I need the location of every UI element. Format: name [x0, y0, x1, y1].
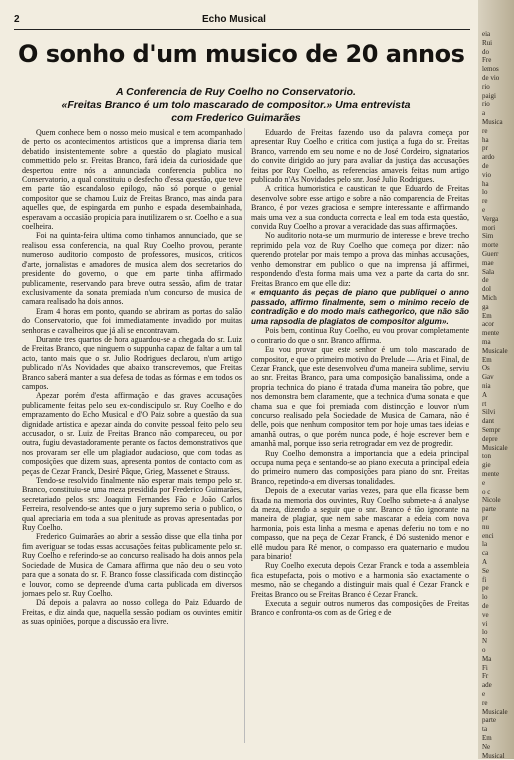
margin-fragment: re [482, 126, 488, 135]
paragraph: Foi na quinta-feira ultima como tinhamos annunciado, que se realisou essa conferencia, na qual Ruy Coelho provou, perante numeroso auditorio composto de professores, musicos, criticos d'arte, jornalistas e amadores de musica alem dos secretarios do presidente do governo, o que em parte tinha affirmado publicamente, reservando para breve outra sessão, afim de tratar exclusivamente da sonata premiada n'um concurso de musica de camara realisado ha dois annos. [22, 231, 242, 307]
margin-fragment: rio [482, 100, 490, 109]
margin-fragment: Musicale [482, 707, 508, 716]
paragraph: Apezar porém d'esta affirmação e das graves accusações publicamente feitas pelo seu ex-condiscipulo sr. Ruy Coelho e do emprazamento do Echo Musical e d'O Paiz sobre a questão da sua dignidade artistica e apezar ainda do convite pessoal feito pelo seu accusador, o sr. Luiz de Freitas Branco não compareceu, ou por outra, fugiu devastadoramente perante os factos demonstrativos que nos provaram ser elle um plagiador audacioso, que com todas as composições que dizem suas, apresenta pontos de contacto com as peças de Cezar Franck, Desiré Pâque, Grieg, Massenet e Strauss. [22, 391, 242, 476]
margin-fragment: A [482, 390, 488, 399]
margin-fragment: vio [482, 170, 491, 179]
margin-fragment: de [482, 162, 489, 170]
margin-fragment: ha [482, 135, 489, 144]
publication-name: Echo Musical [202, 14, 266, 25]
page-number: 2 [14, 14, 20, 25]
margin-fragment: de vio [482, 74, 500, 82]
margin-fragment: eia [482, 30, 491, 38]
margin-fragment: Musica [482, 118, 503, 126]
article-subtitle-3: com Frederico Guimarães [171, 112, 301, 124]
margin-fragment: do [482, 47, 489, 56]
paragraph: Ruy Coelho executa depois Cezar Franck e toda a assembleia fica estupefacta, pois o motivo e a harmonia são exactamente o mesmo, não se chegando a distinguir mais qual é Cezar Franck e Freitas Branco ou se Freitas Branco é Cezar Franck. [251, 561, 469, 599]
margin-fragment: Os [482, 364, 490, 373]
margin-fragment: ga [482, 302, 489, 311]
margin-fragment: Em [482, 355, 492, 364]
margin-fragment: de [482, 276, 489, 285]
margin-fragment: Mich [482, 294, 497, 302]
paragraph: Pois bem, continua Ruy Coelho, eu vou provar completamente o contrario do que o snr. Branco affirma. [251, 326, 469, 345]
margin-fragment: o [482, 646, 486, 654]
margin-fragment: a [482, 109, 486, 118]
margin-fragment: depre [482, 434, 498, 443]
paragraph: Eduardo de Freitas fazendo uso da palavra começa por apresentar Ruy Coelho e critica com justiça a fuga do sr. Freitas Branco, varrendo em seu nome e no de José Cordeiro, signatarios do convite dirigido ao jury para avaliar da justiça das accusações feitas por Ruy Coelho, as referencias amaveis feitas num artigo publicado n'As Novidades pelo snr. José Julio Rodrigues. [251, 128, 469, 185]
margin-fragment: gie [482, 461, 491, 470]
margin-fragment: mori [482, 223, 496, 232]
margin-fragment: Rui [482, 38, 493, 47]
margin-fragment: pr [482, 144, 488, 153]
margin-fragment: nu [482, 522, 489, 531]
margin-fragment: pr [482, 514, 488, 522]
margin-fragment: Sempr [482, 426, 501, 434]
margin-fragment: dol [482, 285, 491, 294]
quoted-statement: « emquanto ás peças de piano que publiquei o anno passado, affirmo finalmente, sem o minimo receio de contradição e do modo mais cathegorico, que não são uma rapsodia de plagiatos de compositor algum». [251, 286, 469, 326]
paragraph: Ruy Coelho demonstra a importancia que a edeia principal occupa numa peça e sentando-se ao piano executa a principal edeia do primeiro numero das composições para piano do snr. Freitas Branco, repetindo-a em diversas tonalidades. [251, 448, 469, 486]
margin-fragment: re [482, 698, 488, 707]
paragraph: No auditorio nota-se um murmurio de interesse e breve trecho reprimido pela voz de Ruy Coelho que começa por dizer: não querendo protelar por mais tempo a prova das minhas accusações, venho demonstrar em publico o que na imprensa já affirmei, respondendo d'esta forma mais uma vez a parte da carta do snr. Freitas Branco em que elle diz: [251, 231, 469, 288]
margin-fragment: mente [482, 329, 500, 338]
paragraph: Durante tres quartos de hora aguardou-se a chegada do sr. Luiz de Freitas Branco, que ninguem o suppunha capaz de faltar a um tal acto, tanto mais que o sr. Julio Rodrigues declarou, n'um artigo publicado n'As Novidades que abaixo transcrevemos, que Freitas Branco saberá manter a sua defesa de todas as fórmas e em todos os campos. [22, 334, 242, 391]
margin-fragment: ha [482, 179, 489, 188]
margin-fragment: Ne [482, 742, 491, 751]
margin-fragment: morte [482, 241, 499, 250]
margin-fragment: Fr [482, 672, 489, 681]
margin-fragment: Musicale [482, 346, 508, 355]
margin-fragment: Em [482, 311, 492, 320]
column-divider [244, 128, 245, 743]
margin-fragment: o c [482, 487, 491, 496]
margin-fragment: Se [482, 566, 489, 575]
margin-fragment: e [482, 690, 486, 698]
margin-fragment: Guerr [482, 250, 499, 258]
margin-fragment: Silvi [482, 408, 496, 417]
margin-fragment: Sala [482, 267, 495, 276]
margin-fragment: la [482, 540, 488, 549]
margin-fragment: ca [482, 549, 489, 558]
margin-fragment: ardo [482, 153, 495, 162]
margin-fragment: lo [482, 628, 488, 637]
right-column [251, 128, 469, 618]
margin-fragment: ve [482, 610, 489, 619]
left-column [22, 128, 242, 627]
margin-fragment: vi [482, 619, 488, 628]
paragraph: Dá depois a palavra ao nosso collega do Paiz Eduardo de Freitas, e diz ainda que, naquella sessão podiam os ouvintes emitir as suas opiniões, porque a discussão era livre. [22, 598, 242, 627]
margin-fragment: paigi [482, 91, 496, 100]
margin-fragment: rio [482, 82, 490, 91]
margin-fragment: rt [482, 399, 487, 408]
article-title: O sonho d'um musico de 20 annos [18, 40, 465, 68]
margin-fragment: Gav [482, 373, 494, 382]
header-rule [14, 29, 470, 30]
margin-fragment: e [482, 478, 486, 487]
margin-fragment: N [482, 637, 488, 646]
margin-fragment: lo [482, 593, 488, 602]
article-subtitle-2: «Freitas Branco é um tolo mascarado de compositor.» Uma entrevista [61, 99, 411, 111]
margin-fragment: lo [482, 188, 488, 197]
margin-fragment: Em [482, 734, 492, 742]
margin-fragment: Verga [482, 214, 499, 223]
margin-fragment: ton [482, 452, 491, 461]
margin-fragment: lemos [482, 65, 499, 74]
margin-fragment: enci [482, 531, 494, 540]
paragraph: Eu vou provar que este senhor é um tolo mascarado de compositor, e que o primeiro motivo do Prelude — Aria et Final, de Cezar Franck, que este desenvolveu d'uma maneira sublime, serviu ao snr. Freitas Branco, para uma composição banalissima, onde a propria technica do piano é tratada d'uma maneira tão pobre, que nos demonstra bem claramente, que a technica d'uma sonata e que chama sua e que foi premiada com distincção e louvor n'um concurso realisado pela Sociedade de Musica de Camara, não é delle, pois que nenhum compositor tem por hoje umas taes ideias e amanhã outras, o que porém nunca pode, é hoje escrever bem e amanhã mal, porque isso seria retrogradar em vez de progredir. [251, 345, 469, 449]
margin-fragment: parte [482, 505, 496, 514]
paragraph: Quem conhece bem o nosso meio musical e tem acompanhado de perto os acontecimentos artisticos que a imprensa diaria tem debatido insistentemente sobre a questão do plagiato musical commettido pelo sr. Freitas Branco, fará ideia da curiosidade que despertou entre nós a annunciada conferencia publica no Conservatorio, a qual constituiu o desfecho d'essa questão, que teve em parte tão escandaloso epilogo, não só porque o genial compositor que se chamou Luiz de Freitas Branco, mas ainda para aquelles que, de espingarda em punho e espada desembainhada, esperavam a occasião propicia para inutilizarem o sr. Coelho e a sua coelheira. [22, 128, 242, 232]
margin-fragment: ta [482, 725, 488, 734]
margin-fragment: de [482, 602, 489, 610]
margin-fragment: e [482, 206, 486, 214]
margin-fragment: mente [482, 470, 500, 478]
margin-fragment: ade [482, 681, 492, 690]
margin-fragment: ma [482, 338, 491, 346]
paragraph: Frederico Guimarães ao abrir a sessão disse que ella tinha por fim averiguar se todas essas accusações feitas publicamente pelo sr. Ruy Coelho e referindo-se ao concurso realisado ha dois annos pela Sociedade de Musica de Camara affirma que não deu o seu voto para que a sonata do sr. F. Branco fosse classificada com distincção e louvor, como se depreende d'uma carta publicada em diversos jornaes pelo sr. Ruy Coelho. [22, 532, 242, 598]
page-header [14, 14, 469, 28]
paragraph: Depois de a executar varias vezes, para que ella ficasse bem fixada na memoria dos ouvintes, Ruy Coelho submete-a á analyse da meza, dizendo a seguir que o snr. Branco é tão ignorante na maneira de plagiar, que nem sabe mascarar a edeia com nova harmonia, pois esta linha a mesma e apenas deferiu no tom e no compasso, que na peça de Cezar Franck, é Dó sustenido menor e ellê mudou para Ré menor, o compasso era quaternario e mudou para binario! [251, 486, 469, 562]
margin-fragment: mae [482, 258, 494, 267]
margin-fragment: fi [482, 575, 487, 584]
margin-fragment: acor [482, 320, 495, 329]
paragraph: A critica humoristica e caustican te que Eduardo de Freitas desenvolve sobre esse artigo e sobre a não comparencia de Freitas Branco, é por vezes graciosa e sempre interessante e affirmando mais uma vez a sua conducta correcta e leal em toda esta questão, convida Ruy Coelho a provar a veracidade das suas affirmações. [251, 184, 469, 232]
paragraph: Eram 4 horas em ponto, quando se abriram as portas do salão do Conservatorio, que foi immediatamente invadido por muitas senhoras e cavalheiros que já ali se encontravam. [22, 306, 242, 335]
margin-fragment: dant [482, 417, 495, 426]
margin-fragment: Musical [482, 751, 505, 760]
margin-fragment: Musicale [482, 443, 508, 452]
margin-fragment: Ma [482, 654, 492, 663]
margin-fragment: re [482, 197, 488, 206]
margin-fragment: pe [482, 584, 489, 593]
paragraph: Tendo-se resolvido finalmente não esperar mais tempo pelo sr. Branco, constituiu-se uma meza presidida por Frederico Guimarães, secretariado pelos srs: Joaquim Fernandes Fão e João Carlos Ferreira, resolvendo-se antes que o jury supremo seria o publico, o qual apreciaria em toda a sua plenitude as provas apresentadas por Ruy Coelho. [22, 476, 242, 533]
margin-fragment: A [482, 558, 488, 566]
margin-fragment: Sim [482, 232, 494, 241]
margin-fragment: Nicole [482, 496, 501, 505]
margin-fragment: nia [482, 382, 491, 390]
margin-fragment: parte [482, 716, 496, 725]
paragraph: Executa a seguir outros numeros das composições de Freitas Branco e confronta-os com as de Grieg e de [251, 599, 469, 618]
margin-fragment: Fre [482, 56, 492, 65]
article-subtitle-1: A Conferencia de Ruy Coelho no Conservatorio. [116, 86, 356, 98]
margin-fragment: Fi [482, 663, 488, 672]
